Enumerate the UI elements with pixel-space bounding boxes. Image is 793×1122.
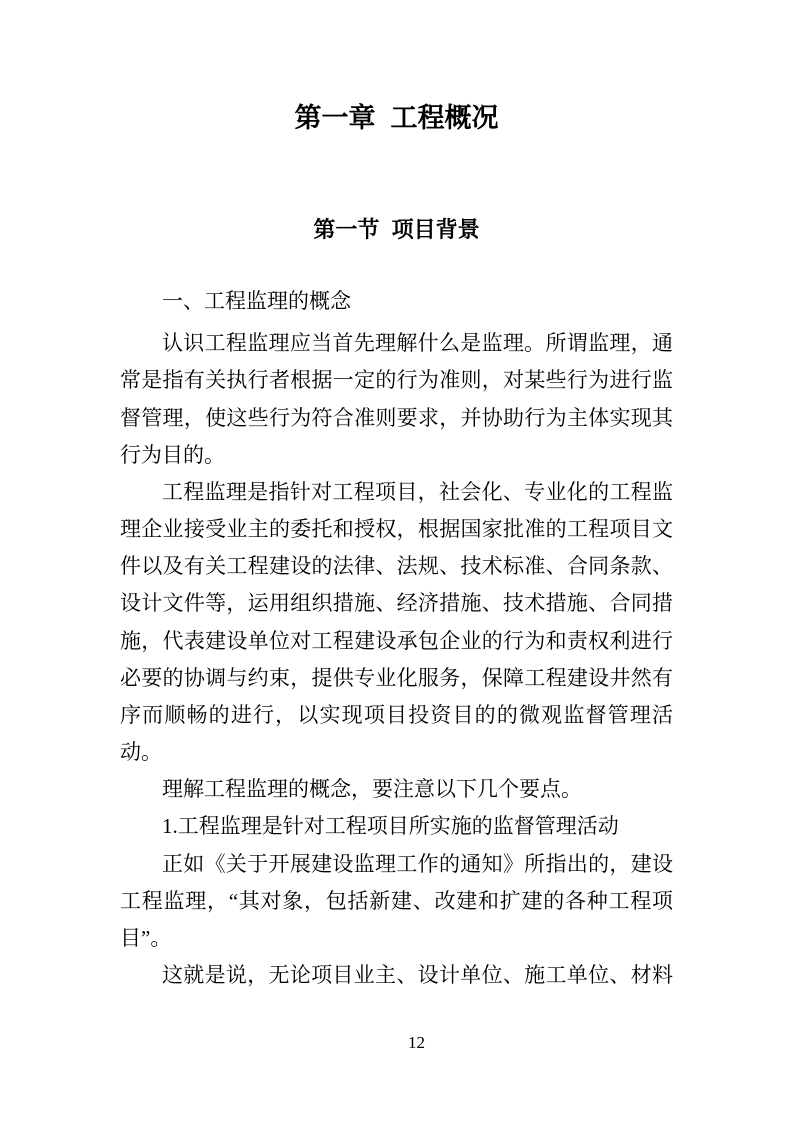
paragraph-line: 件以及有关工程建设的法律、法规、技术标准、合同条款、 bbox=[120, 554, 673, 579]
paragraph-7 bbox=[120, 957, 673, 994]
paragraph-line: 设计文件等，运用组织措施、经济措施、技术措施、合同措 bbox=[120, 591, 673, 616]
paragraph-line: 常是指有关执行者根据一定的行为准则，对某些行为进行监 bbox=[120, 368, 673, 393]
paragraph-6 bbox=[120, 846, 673, 958]
paragraph-line: 必要的协调与约束，提供专业化服务，保障工程建设井然有 bbox=[120, 665, 673, 690]
body-text bbox=[120, 283, 673, 994]
paragraph-line: 工程监理，“其对象，包括新建、改建和扩建的各种工程项 bbox=[120, 888, 673, 913]
paragraph-line: 理解工程监理的概念，要注意以下几个要点。 bbox=[162, 777, 582, 802]
paragraph-2 bbox=[120, 325, 673, 474]
paragraph-5 bbox=[120, 808, 673, 845]
paragraph-line: 1.工程监理是针对工程项目所实施的监督管理活动 bbox=[162, 814, 619, 839]
paragraph-line: 工程监理是指针对工程项目，社会化、专业化的工程监 bbox=[162, 479, 673, 504]
paragraph-4 bbox=[120, 771, 673, 808]
page-number: 12 bbox=[408, 1033, 425, 1052]
paragraph-line: 动。 bbox=[120, 740, 162, 765]
paragraph-3 bbox=[120, 474, 673, 771]
paragraph-1 bbox=[120, 283, 673, 320]
paragraph-line: 目”。 bbox=[120, 925, 172, 950]
paragraph-line: 施，代表建设单位对工程建设承包企业的行为和责权利进行 bbox=[120, 628, 673, 653]
paragraph-line: 这就是说，无论项目业主、设计单位、施工单位、材料 bbox=[162, 963, 673, 988]
paragraph-line: 认识工程监理应当首先理解什么是监理。所谓监理，通 bbox=[162, 331, 673, 356]
paragraph-line: 督管理，使这些行为符合准则要求，并协助行为主体实现其 bbox=[120, 405, 673, 430]
paragraph-line: 行为目的。 bbox=[120, 442, 225, 467]
paragraph-line: 一、工程监理的概念 bbox=[162, 289, 351, 313]
paragraph-line: 正如《关于开展建设监理工作的通知》所指出的，建设 bbox=[162, 851, 673, 876]
chapter-title: 第一章 工程概况 bbox=[294, 103, 499, 133]
paragraph-line: 理企业接受业主的委托和授权，根据国家批准的工程项目文 bbox=[120, 517, 673, 542]
paragraph-line: 序而顺畅的进行，以实现项目投资目的的微观监督管理活 bbox=[120, 702, 673, 727]
section-title: 第一节 项目背景 bbox=[313, 217, 480, 242]
